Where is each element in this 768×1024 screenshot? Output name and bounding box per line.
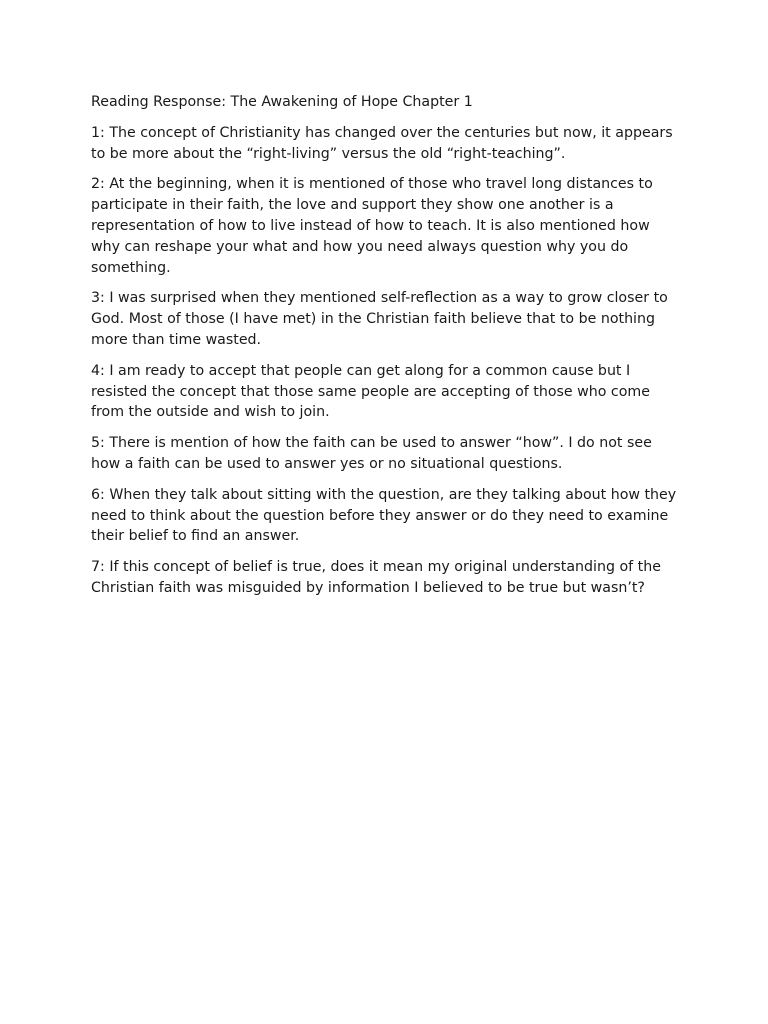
response-paragraph-2: 2: At the beginning, when it is mentioned of those who travel long distances to participate in their faith, the love and support they show one another is a representation of how to live instead of how to teach. It is also mentioned how why can reshape your what and how you need always question why you do something. [91, 176, 653, 276]
response-paragraph-7: 7: If this concept of belief is true, does it mean my original understanding of the Christian faith was misguided by information I believed to be true but wasn’t? [91, 559, 661, 596]
document-title: Reading Response: The Awakening of Hope Chapter 1 [91, 94, 473, 110]
document-body [91, 92, 681, 609]
response-paragraph-4: 4: I am ready to accept that people can get along for a common cause but I resisted the concept that those same people are accepting of those who come from the outside and wish to join. [91, 362, 650, 421]
response-paragraph-3: 3: I was surprised when they mentioned self-reflection as a way to grow closer to God. Most of those (I have met) in the Christian faith believe that to be nothing more than time wasted. [91, 290, 668, 348]
response-paragraph-6: 6: When they talk about sitting with the question, are they talking about how they need to think about the question before they answer or do they need to examine their belief to find an answer. [91, 486, 677, 545]
response-paragraph-5: 5: There is mention of how the faith can be used to answer “how”. I do not see how a faith can be used to answer yes or no situational questions. [91, 435, 652, 472]
response-paragraph-1: 1: The concept of Christianity has changed over the centuries but now, it appears to be more about the “right-living” versus the old “right-teaching”. [91, 124, 673, 162]
